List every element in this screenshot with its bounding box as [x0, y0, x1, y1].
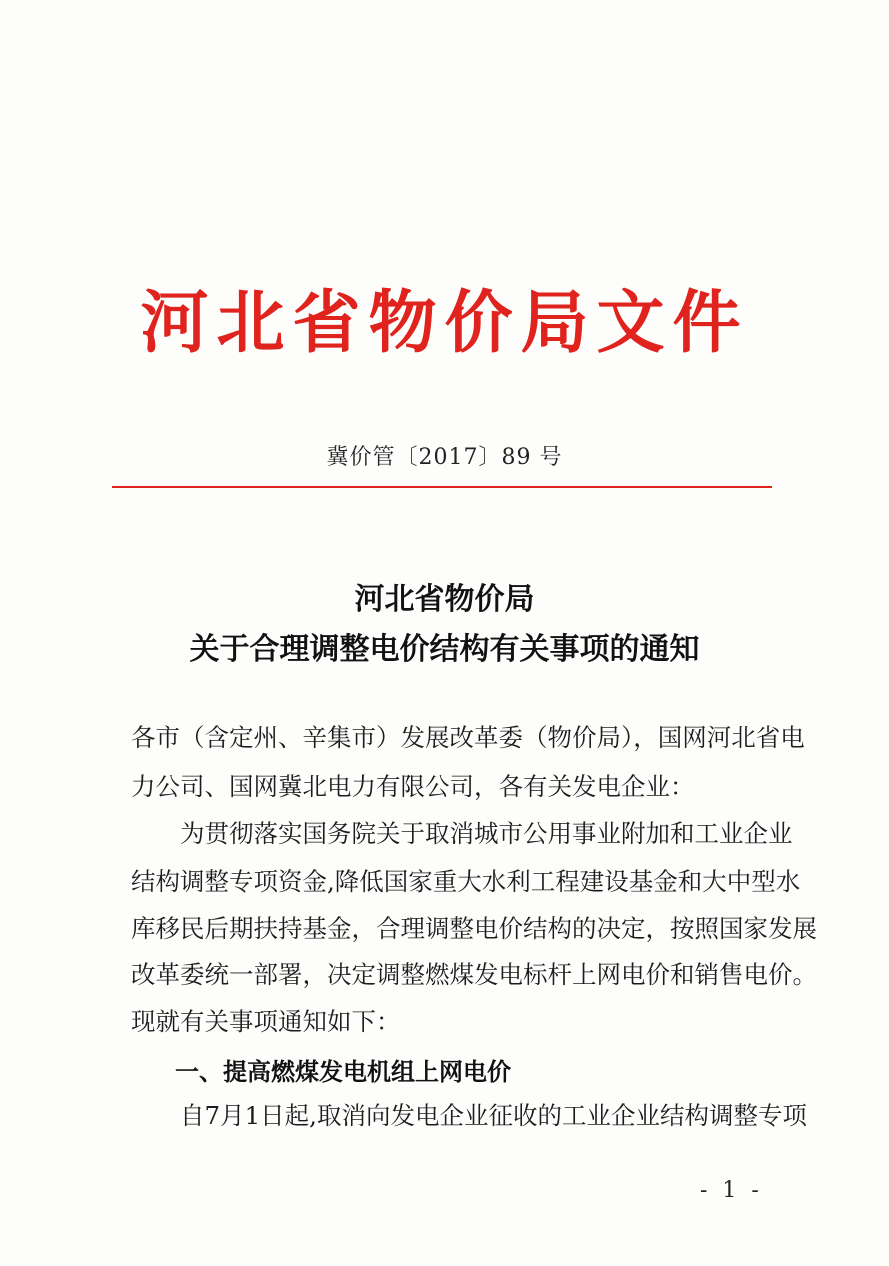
- body-line: 为贯彻落实国务院关于取消城市公用事业附加和工业企业: [131, 819, 793, 848]
- masthead-title: 河北省物价局文件: [140, 283, 749, 363]
- document-number: 冀价管〔2017〕89 号: [326, 445, 563, 470]
- body-line: 现就有关事项通知如下：: [131, 1007, 401, 1036]
- page-number: - 1 -: [700, 1178, 763, 1203]
- notice-title-line-1: 河北省物价局: [354, 582, 535, 617]
- notice-title-line-2: 关于合理调整电价结构有关事项的通知: [189, 632, 700, 667]
- body-line: 各市（含定州、辛集市）发展改革委（物价局），国网河北省电: [131, 723, 805, 752]
- red-divider-line: [112, 486, 772, 488]
- body-line: 力公司、国网冀北电力有限公司，各有关发电企业：: [131, 772, 695, 801]
- body-line: 改革委统一部署，决定调整燃煤发电标杆上网电价和销售电价。: [131, 960, 817, 989]
- body-line: 库移民后期扶持基金，合理调整电价结构的决定，按照国家发展: [131, 914, 817, 943]
- section-heading-1: 一、提高燃煤发电机组上网电价: [175, 1058, 511, 1086]
- body-line: 结构调整专项资金,降低国家重大水利工程建设基金和大中型水: [131, 867, 801, 896]
- body-line: 自7月1日起,取消向发电企业征收的工业企业结构调整专项: [131, 1101, 807, 1130]
